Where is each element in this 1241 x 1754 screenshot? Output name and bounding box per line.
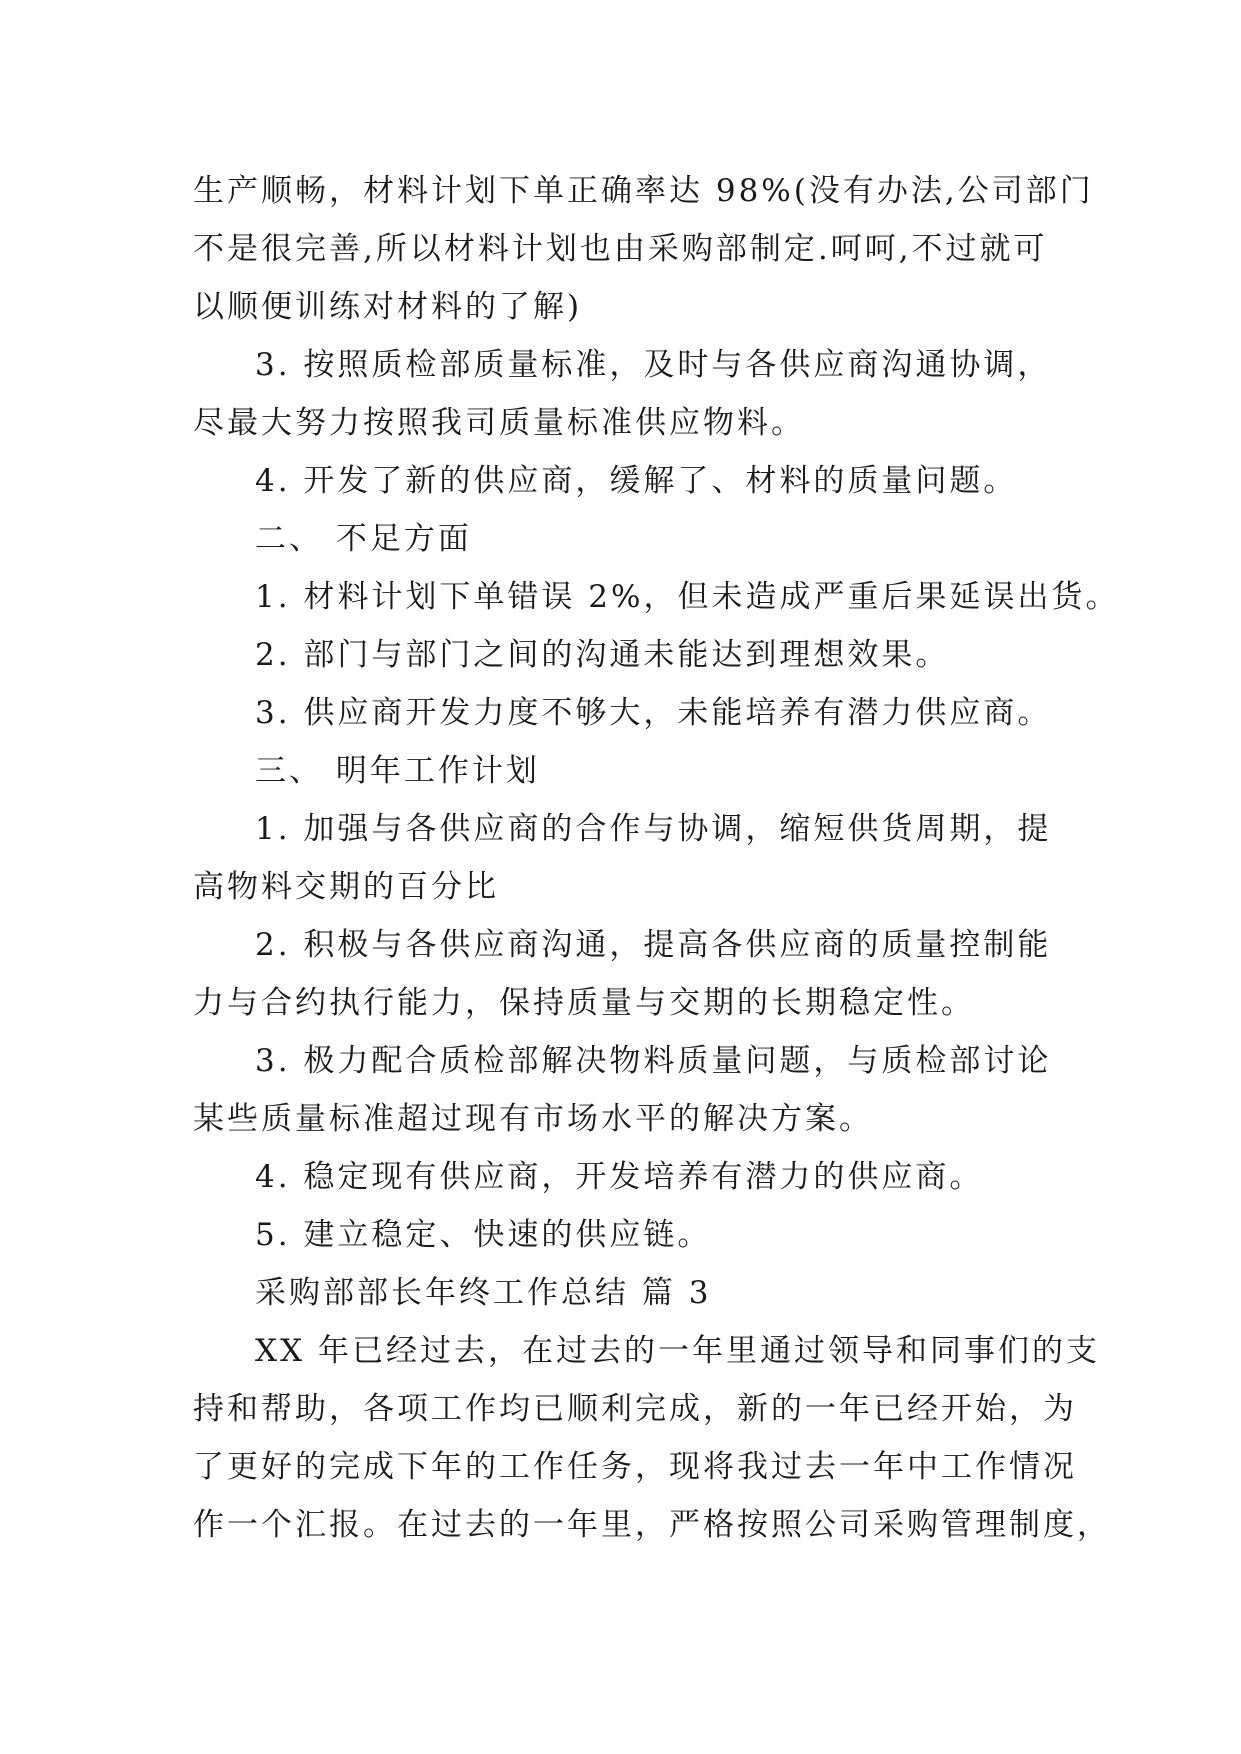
text-line: 2. 积极与各供应商沟通，提高各供应商的质量控制能: [255, 927, 1052, 963]
text-line: 三、 明年工作计划: [255, 753, 540, 789]
text-line: 二、 不足方面: [255, 521, 472, 557]
text-line: 采购部部长年终工作总结 篇 3: [255, 1275, 712, 1311]
text-line: 2. 部门与部门之间的沟通未能达到理想效果。: [255, 637, 950, 673]
text-line: 1. 加强与各供应商的合作与协调，缩短供货周期，提: [255, 811, 1052, 847]
text-line: 高物料交期的百分比: [193, 869, 499, 905]
text-line: 5. 建立稳定、快速的供应链。: [255, 1217, 712, 1253]
text-line: 3. 供应商开发力度不够大，未能培养有潜力供应商。: [255, 695, 1052, 731]
text-line: 生产顺畅，材料计划下单正确率达 98%(没有办法,公司部门: [193, 173, 1094, 209]
text-line: 不是很完善,所以材料计划也由采购部制定.呵呵,不过就可: [193, 231, 1048, 267]
text-line: 某些质量标准超过现有市场水平的解决方案。: [193, 1101, 873, 1137]
text-line: 以顺便训练对材料的了解): [193, 289, 583, 325]
text-line: 尽最大努力按照我司质量标准供应物料。: [193, 405, 805, 441]
text-line: 作一个汇报。在过去的一年里，严格按照公司采购管理制度，: [193, 1507, 1111, 1543]
text-line: 持和帮助，各项工作均已顺利完成，新的一年已经开始，为: [193, 1391, 1077, 1427]
text-line: 力与合约执行能力，保持质量与交期的长期稳定性。: [193, 985, 975, 1021]
document-body: [193, 162, 1120, 1554]
text-line: 3. 按照质检部质量标准，及时与各供应商沟通协调，: [255, 347, 1052, 383]
text-line: XX 年已经过去，在过去的一年里通过领导和同事们的支: [255, 1333, 1100, 1369]
text-line: 3. 极力配合质检部解决物料质量问题，与质检部讨论: [255, 1043, 1052, 1079]
text-line: 4. 开发了新的供应商，缓解了、材料的质量问题。: [255, 463, 1018, 499]
text-line: 4. 稳定现有供应商，开发培养有潜力的供应商。: [255, 1159, 984, 1195]
text-line: 1. 材料计划下单错误 2%，但未造成严重后果延误出货。: [255, 579, 1120, 615]
text-line: 了更好的完成下年的工作任务，现将我过去一年中工作情况: [193, 1449, 1077, 1485]
